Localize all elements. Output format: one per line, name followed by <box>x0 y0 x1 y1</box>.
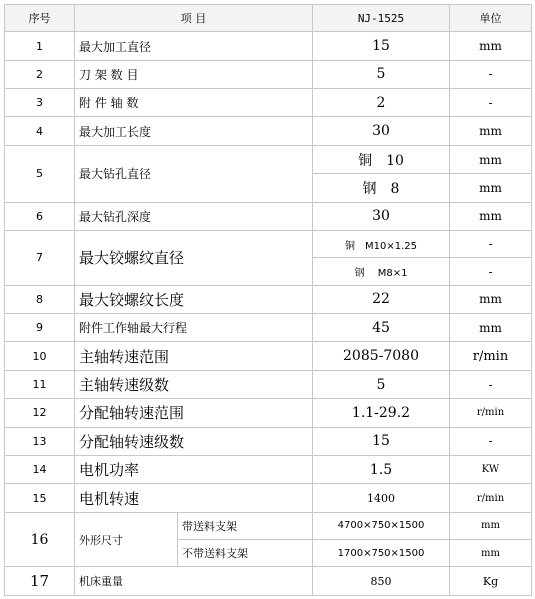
item-value: 15 <box>313 32 450 60</box>
item-unit: - <box>450 427 532 455</box>
item-value: 铜 M10×1.25 <box>313 230 450 257</box>
table-row <box>5 202 532 230</box>
item-name: 附 件 轴 数 <box>75 89 313 117</box>
item-value: 钢 M8×1 <box>313 258 450 285</box>
item-unit: - <box>450 60 532 88</box>
item-value: 30 <box>313 202 450 230</box>
table-row <box>5 60 532 88</box>
table-row <box>5 484 532 512</box>
table-row <box>5 567 532 596</box>
item-value: 1400 <box>313 484 450 512</box>
item-name: 分配轴转速级数 <box>75 427 313 455</box>
table-row <box>5 370 532 398</box>
item-unit: mm <box>450 174 532 202</box>
header-row <box>5 5 532 32</box>
item-unit: r/min <box>450 342 532 370</box>
row-number: 1 <box>5 32 75 60</box>
item-name: 最大加工直径 <box>75 32 313 60</box>
row-number: 3 <box>5 89 75 117</box>
item-value: 4700×750×1500 <box>313 512 450 539</box>
item-value: 5 <box>313 60 450 88</box>
table-row <box>5 342 532 370</box>
table-row <box>5 89 532 117</box>
item-unit: r/min <box>450 484 532 512</box>
item-unit: mm <box>450 512 532 539</box>
row-number: 13 <box>5 427 75 455</box>
row-number: 8 <box>5 285 75 313</box>
table-row <box>5 512 532 539</box>
item-name: 主轴转速级数 <box>75 370 313 398</box>
item-value: 1700×750×1500 <box>313 540 450 567</box>
item-name: 刀 架 数 目 <box>75 60 313 88</box>
item-name: 最大钻孔直径 <box>75 145 313 202</box>
item-unit: - <box>450 258 532 285</box>
header-seq: 序号 <box>5 5 75 32</box>
item-name: 最大铰螺纹直径 <box>75 230 313 285</box>
item-value: 1.1-29.2 <box>313 399 450 427</box>
item-name: 最大加工长度 <box>75 117 313 145</box>
header-unit: 单位 <box>450 5 532 32</box>
item-unit: Kg <box>450 567 532 596</box>
table-row <box>5 399 532 427</box>
row-number: 11 <box>5 370 75 398</box>
item-name: 附件工作轴最大行程 <box>75 314 313 342</box>
item-name: 外形尺寸 <box>75 512 178 567</box>
table-row <box>5 427 532 455</box>
row-number: 15 <box>5 484 75 512</box>
item-unit: r/min <box>450 399 532 427</box>
item-sublabel: 不带送料支架 <box>178 540 313 567</box>
item-unit: - <box>450 230 532 257</box>
table-row <box>5 117 532 145</box>
row-number: 4 <box>5 117 75 145</box>
item-value: 2 <box>313 89 450 117</box>
header-item: 项 目 <box>75 5 313 32</box>
item-name: 主轴转速范围 <box>75 342 313 370</box>
row-number: 2 <box>5 60 75 88</box>
row-number: 5 <box>5 145 75 202</box>
row-number: 9 <box>5 314 75 342</box>
item-unit: - <box>450 370 532 398</box>
item-value: 1.5 <box>313 455 450 483</box>
item-sublabel: 带送料支架 <box>178 512 313 539</box>
table-row <box>5 32 532 60</box>
header-model: NJ-1525 <box>313 5 450 32</box>
item-value: 45 <box>313 314 450 342</box>
item-value: 15 <box>313 427 450 455</box>
row-number: 12 <box>5 399 75 427</box>
item-unit: - <box>450 89 532 117</box>
table-row <box>5 455 532 483</box>
table-row <box>5 314 532 342</box>
item-unit: mm <box>450 314 532 342</box>
row-number: 10 <box>5 342 75 370</box>
item-name: 分配轴转速范围 <box>75 399 313 427</box>
spec-table <box>4 4 532 596</box>
item-name: 机床重量 <box>75 567 313 596</box>
item-value: 30 <box>313 117 450 145</box>
item-unit: mm <box>450 540 532 567</box>
table-row <box>5 145 532 173</box>
item-value: 5 <box>313 370 450 398</box>
row-number: 6 <box>5 202 75 230</box>
item-value: 铜 10 <box>313 145 450 173</box>
item-name: 最大铰螺纹长度 <box>75 285 313 313</box>
item-unit: mm <box>450 202 532 230</box>
row-number: 7 <box>5 230 75 285</box>
table-row <box>5 285 532 313</box>
item-value: 钢 8 <box>313 174 450 202</box>
item-value: 850 <box>313 567 450 596</box>
row-number: 16 <box>5 512 75 567</box>
item-unit: mm <box>450 145 532 173</box>
item-unit: mm <box>450 32 532 60</box>
item-unit: KW <box>450 455 532 483</box>
table-row <box>5 230 532 257</box>
row-number: 14 <box>5 455 75 483</box>
item-value: 2085-7080 <box>313 342 450 370</box>
item-name: 电机转速 <box>75 484 313 512</box>
item-name: 电机功率 <box>75 455 313 483</box>
item-unit: mm <box>450 285 532 313</box>
item-value: 22 <box>313 285 450 313</box>
row-number: 17 <box>5 567 75 596</box>
item-unit: mm <box>450 117 532 145</box>
item-name: 最大钻孔深度 <box>75 202 313 230</box>
